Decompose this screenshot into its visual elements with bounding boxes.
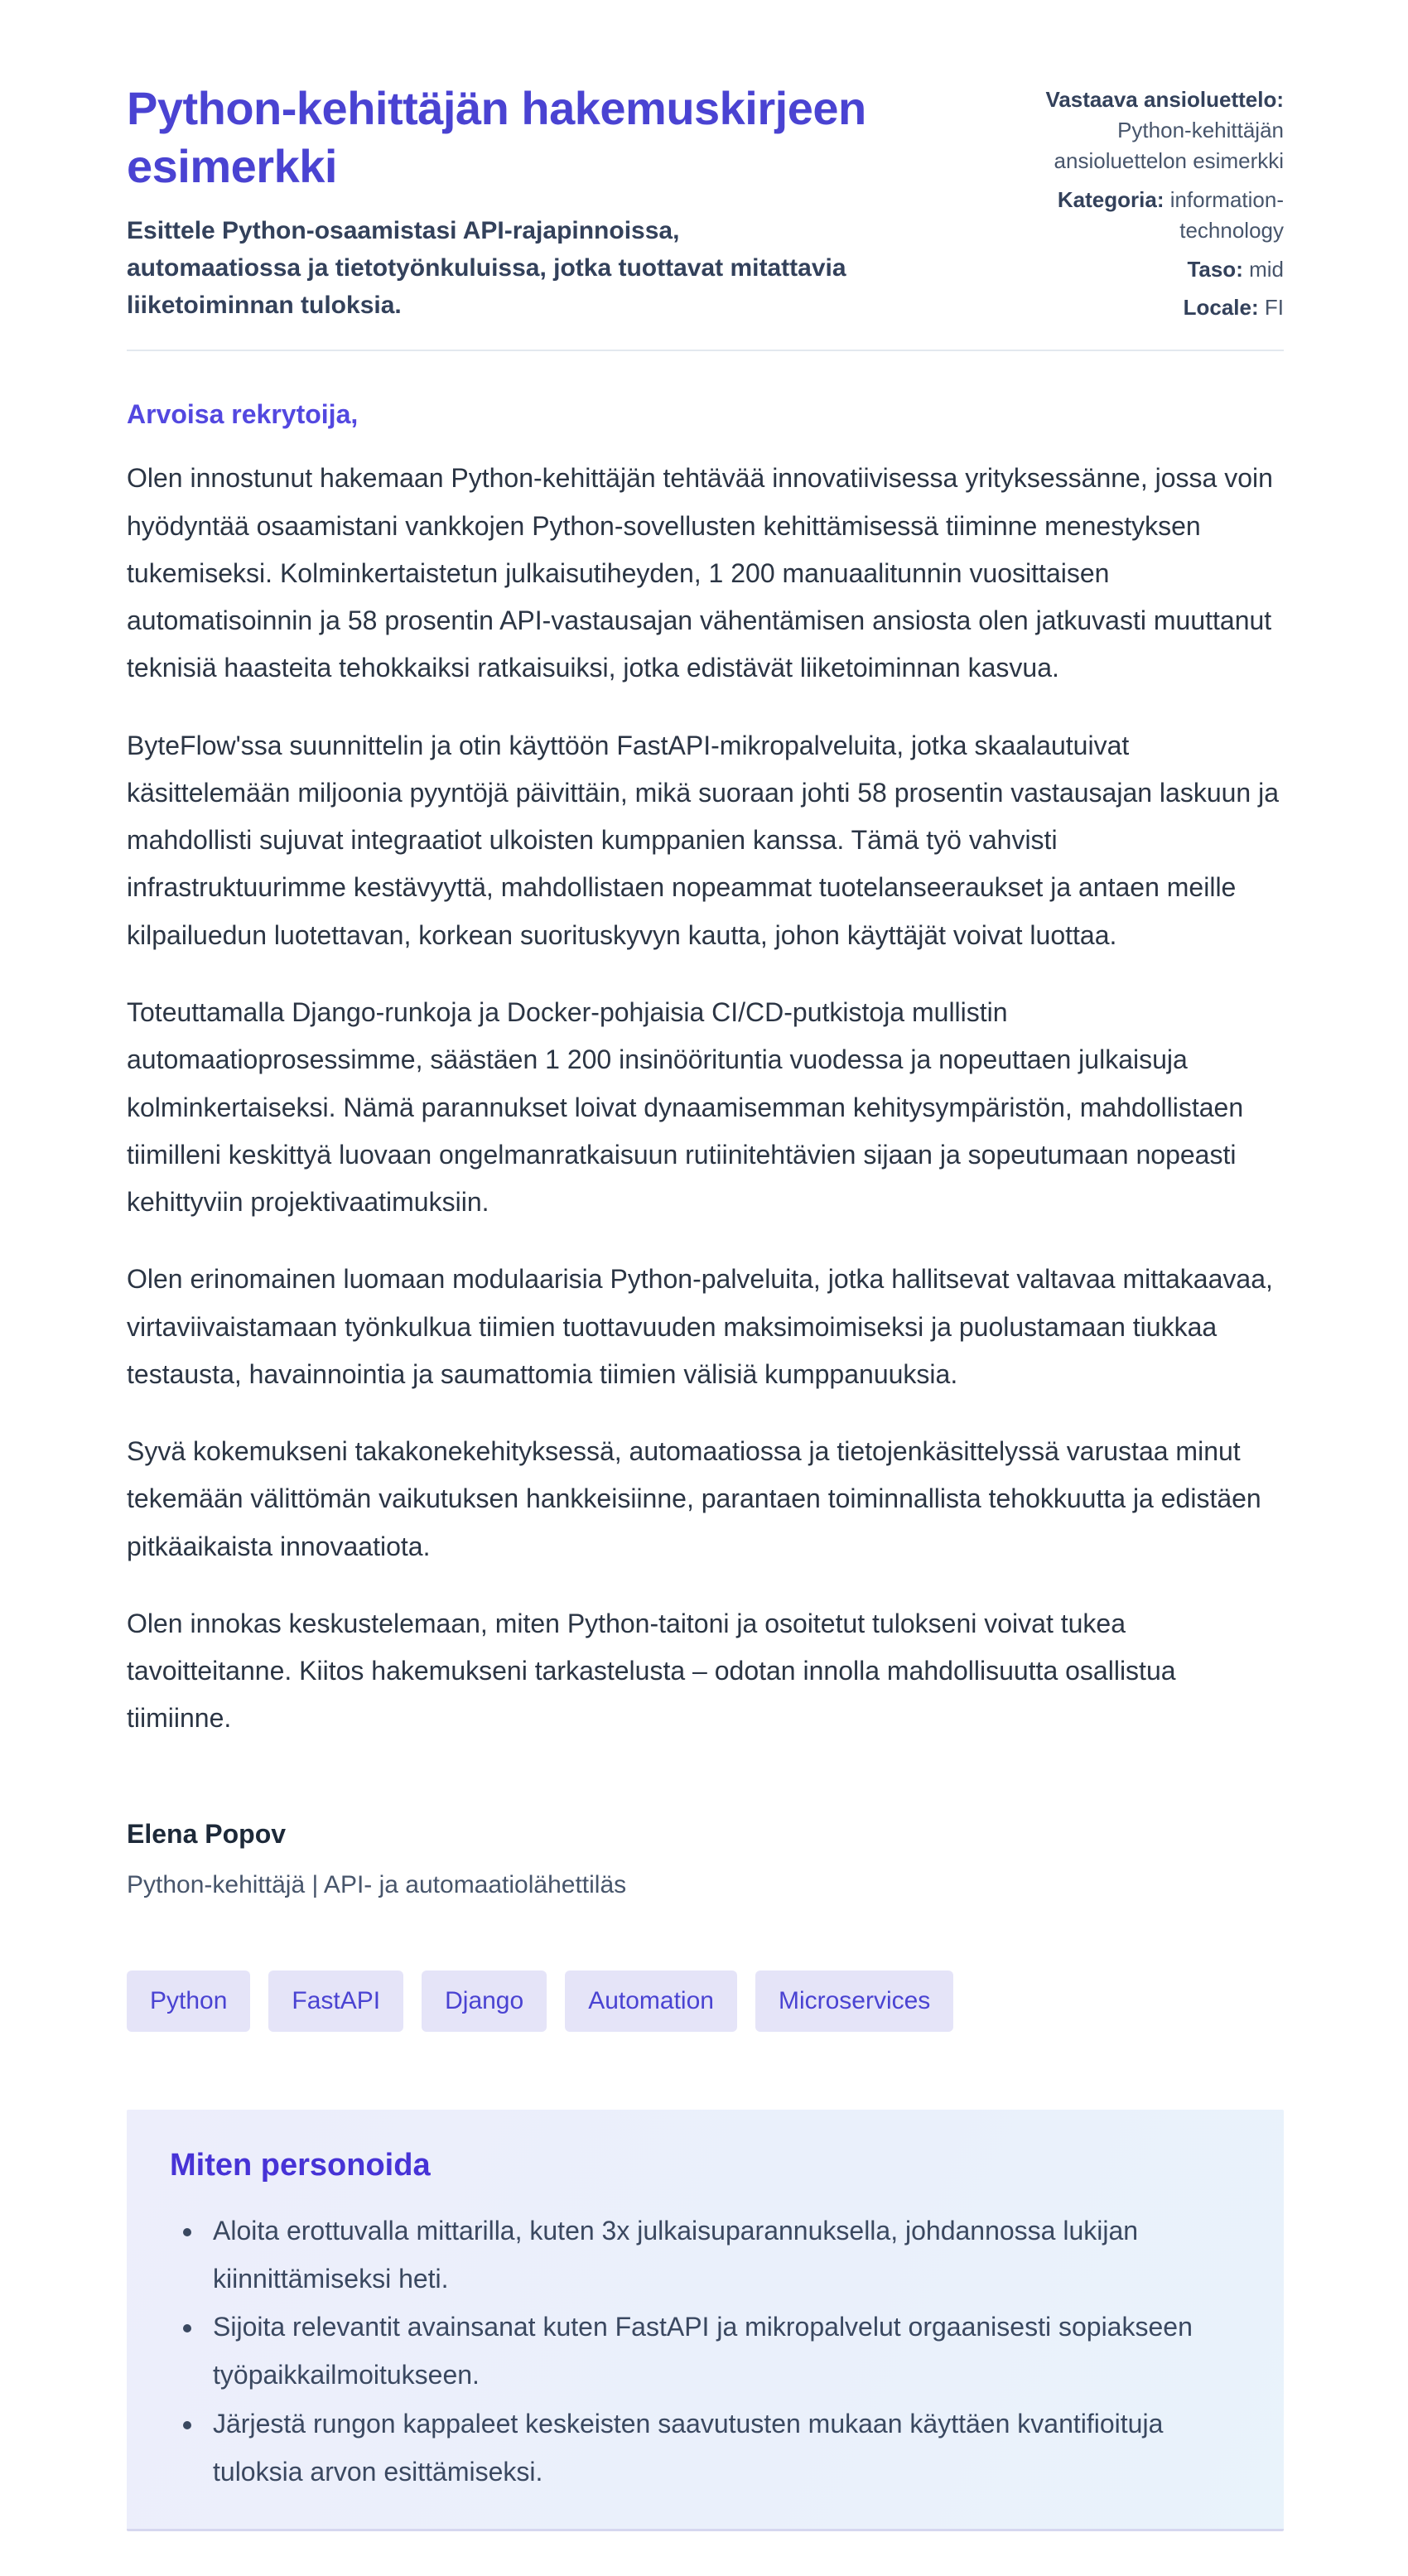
tips-list	[170, 2207, 1241, 2496]
letter-paragraph-3: Toteuttamalla Django-runkoja ja Docker-pohjaisia CI/CD-putkistoja mullistin automaatioprosessimme, säästäen 1 200 insinöörituntia vuodessa ja nopeuttaen julkaisuja kolminkertaiseksi. Nämä parannukset loivat dynaamisemman kehitysympäristön, mahdollistaen tiimilleni keskittyä luovaan ongelmanratkaisuun rutiinitehtävien sijaan ja sopeutumaan nopeasti kehittyviin projektivaatimuksiin.	[127, 997, 1244, 1218]
letter-paragraph-4: Olen erinomainen luomaan modulaarisia Python-palveluita, jotka hallitsevat valtavaa mittakaavaa, virtaviivaistamaan työnkulkua tiimien tuottavuuden maksimoimiseksi ja puolustamaan tiukkaa testausta, havainnointia ja saumattomia tiimien välisiä kumppanuuksia.	[127, 1264, 1273, 1389]
cover-letter-body	[127, 399, 1284, 1898]
tag-automation: Automation	[565, 1971, 737, 2032]
tips-item-2: • Sijoita relevantit avainsanat kuten FastAPI ja mikropalvelut orgaanisesti sopiakseen työpaikkailmoitukseen.	[205, 2303, 1241, 2399]
meta-level-value: mid	[1249, 256, 1284, 282]
tips-item-3: • Järjestä rungon kappaleet keskeisten saavutusten mukaan käyttäen kvantifioituja tuloksia arvon esittämiseksi.	[205, 2400, 1241, 2496]
header-left	[127, 80, 1019, 324]
header	[127, 80, 1284, 331]
meta-category-label: Kategoria:	[1057, 186, 1164, 212]
signature-role: Python-kehittäjä | API- ja automaatiolähettiläs	[127, 1870, 627, 1898]
tips-heading: Miten personoida	[170, 2147, 431, 2183]
tag-python: Python	[127, 1971, 250, 2032]
meta-row-level	[1019, 254, 1284, 285]
meta-resume-label: Vastaava ansioluettelo:	[1045, 87, 1284, 112]
letter-paragraph-2: ByteFlow'ssa suunnittelin ja otin käyttöön FastAPI-mikropalveluita, jotka skaalautuivat käsittelemään miljoonia pyyntöjä päivittäin, mikä suoraan johti 58 prosentin vastausajan laskuun ja mahdollisti sujuvat integraatiot ulkoisten kumppanien kanssa. Tämä työ vahvisti infrastruktuurimme kestävyyttä, mahdollistaen nopeammat tuotelanseeraukset ja antaen meille kilpailuedun luotettavan, korkean suorituskyvyn kautta, johon käyttäjät voivat luottaa.	[127, 730, 1280, 950]
meta-row-locale	[1019, 292, 1284, 323]
meta-locale-label: Locale:	[1183, 295, 1259, 321]
meta-level-label: Taso:	[1187, 256, 1243, 282]
tag-django: Django	[422, 1971, 547, 2032]
letter-paragraph-1: Olen innostunut hakemaan Python-kehittäjän tehtävää innovatiivisessa yrityksessänne, jossa voin hyödyntää osaamistani vankkojen Python-sovellusten kehittämisessä tiiminne menestyksen tukemiseksi. Kolminkertaistetun julkaisutiheyden, 1 200 manuaalitunnin vuosittaisen automatisoinnin ja 58 prosentin API-vastausajan vähentämisen ansiosta olen jatkuvasti muuttanut teknisiä haasteita tehokkaiksi ratkaisuiksi, jotka edistävät liiketoiminnan kasvua.	[127, 463, 1273, 683]
letter-greeting: Arvoisa rekrytoija,	[127, 399, 359, 430]
personalization-tips-box	[127, 2110, 1284, 2531]
tag-fastapi: FastAPI	[268, 1971, 403, 2032]
tips-item-1: • Aloita erottuvalla mittarilla, kuten 3x julkaisuparannuksella, johdannossa lukijan kiinnittämiseksi heti.	[205, 2207, 1241, 2303]
letter-paragraph-5: Syvä kokemukseni takakonekehityksessä, automaatiossa ja tietojenkäsittelyssä varustaa minut tekemään välittömän vaikutuksen hankkeisiinne, parantaen toiminnallista tehokkuutta ja edistäen pitkäaikaista innovaatiota.	[127, 1436, 1261, 1561]
meta-row-resume	[1019, 84, 1284, 176]
signature-name: Elena Popov	[127, 1818, 287, 1849]
meta-category-value: information-technology	[1169, 186, 1284, 243]
related-resume-link[interactable]: Python-kehittäjän ansioluettelon esimerkki	[1054, 117, 1284, 173]
meta-row-category	[1019, 185, 1284, 246]
meta-locale-value: FI	[1264, 295, 1284, 321]
page-title: Python-kehittäjän hakemuskirjeen esimerkki	[127, 82, 866, 192]
letter-paragraph-6: Olen innokas keskustelemaan, miten Python-taitoni ja osoitetut tulokseni voivat tukea tavoitteitanne. Kiitos hakemukseni tarkastelusta – odotan innolla mahdollisuutta osallistua tiimiinne.	[127, 1608, 1176, 1734]
tag-microservices: Microservices	[755, 1971, 953, 2032]
tag-list	[127, 1971, 1284, 2032]
meta-panel	[1019, 84, 1284, 331]
page-subtitle: Esittele Python-osaamistasi API-rajapinnoissa, automaatiossa ja tietotyönkuluissa, jotka tuottavat mitattavia liiketoiminnan tuloksia.	[127, 217, 846, 319]
header-divider	[127, 350, 1284, 351]
